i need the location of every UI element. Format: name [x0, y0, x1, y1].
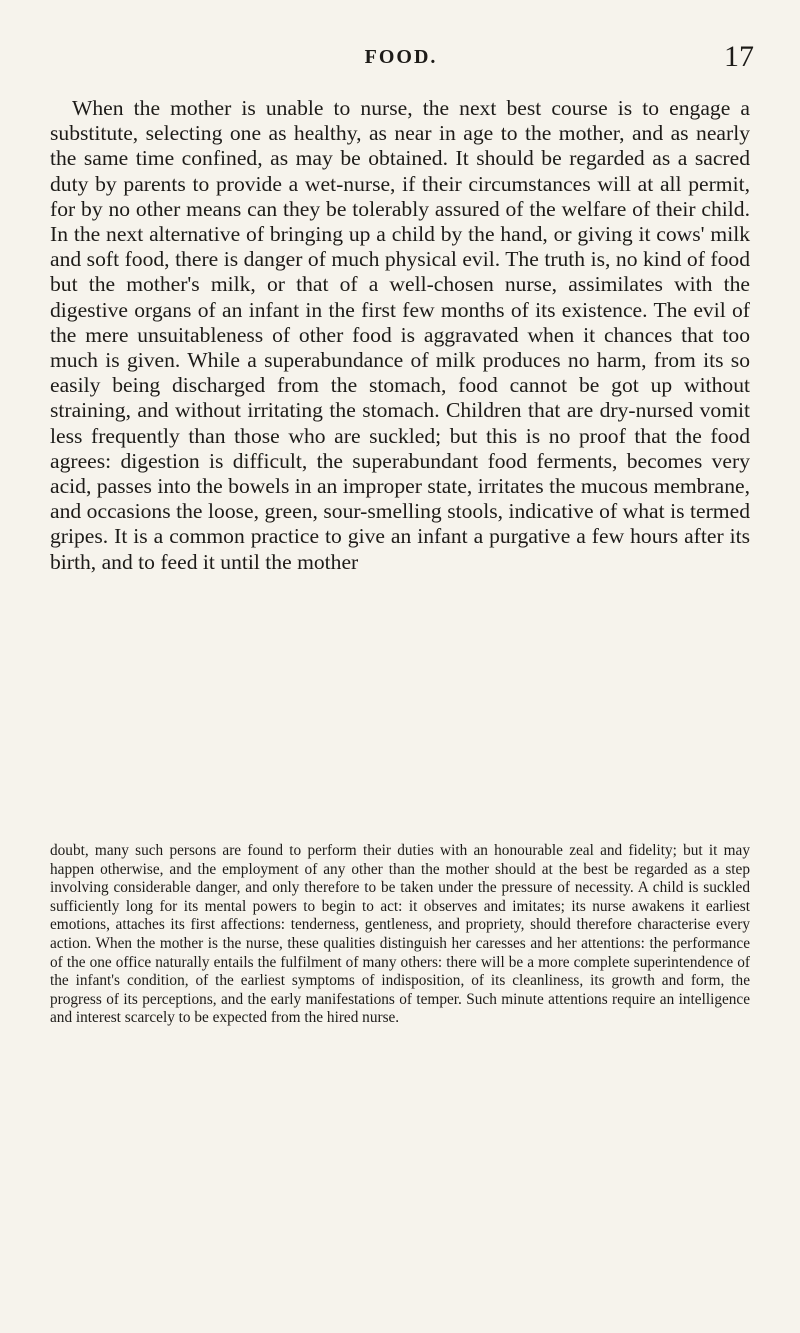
footnote — [50, 842, 750, 1028]
body-paragraph: When the mother is unable to nurse, the next best course is to engage a substitute, selecting one as healthy, as near in age to the mother, and as nearly the same time confined, as may be obtained. It should be regarded as a sacred duty by parents to provide a wet-nurse, if their circumstances will at all permit, for by no other means can they be tolerably assured of the welfare of their child. In the next alternative of bringing up a child by the hand, or giving it cows' milk and soft food, there is danger of much physical evil. The truth is, no kind of food but the mother's milk, or that of a well-chosen nurse, assimilates with the digestive organs of an infant in the first few months of its existence. The evil of the mere unsuitableness of other food is aggravated when it chances that too much is given. While a superabundance of milk produces no harm, from its so easily being discharged from the stomach, food cannot be got up without straining, and without irritating the stomach. Children that are dry-nursed vomit less frequently than those who are suckled; but this is no proof that the food agrees: digestion is difficult, the superabundant food ferments, becomes very acid, passes into the bowels in an improper state, irritates the mucous membrane, and occasions the loose, green, sour-smelling stools, indicative of what is termed gripes. It is a common practice to give an infant a purgative a few hours after its birth, and to feed it until the mother — [50, 96, 750, 574]
page-header — [48, 40, 754, 72]
page-number: 17 — [724, 40, 754, 73]
footnote-text: doubt, many such persons are found to perform their duties with an honourable zeal and fidelity; but it may happen otherwise, and the employment of any other than the mother should at the best be regarded as a step involving considerable danger, and only therefore to be taken under the pressure of necessity. A child is suckled sufficiently long for its mental powers to begin to act: it observes and imitates; its nurse awakens it earliest emotions, attaches its first affections: tenderness, gentleness, and propriety, should therefore characterise every action. When the mother is the nurse, these qualities distinguish her caresses and her attentions: the performance of the one office naturally entails the fulfilment of many others: there will be a more complete superintendence of the infant's condition, of the earliest symptoms of indisposition, of its cleanliness, its growth and form, the progress of its perceptions, and the early manifestations of temper. Such minute attentions require an intelligence and interest scarcely to be expected from the hired nurse. — [50, 842, 750, 1027]
running-head: FOOD. — [364, 46, 438, 68]
body-text — [50, 96, 750, 575]
